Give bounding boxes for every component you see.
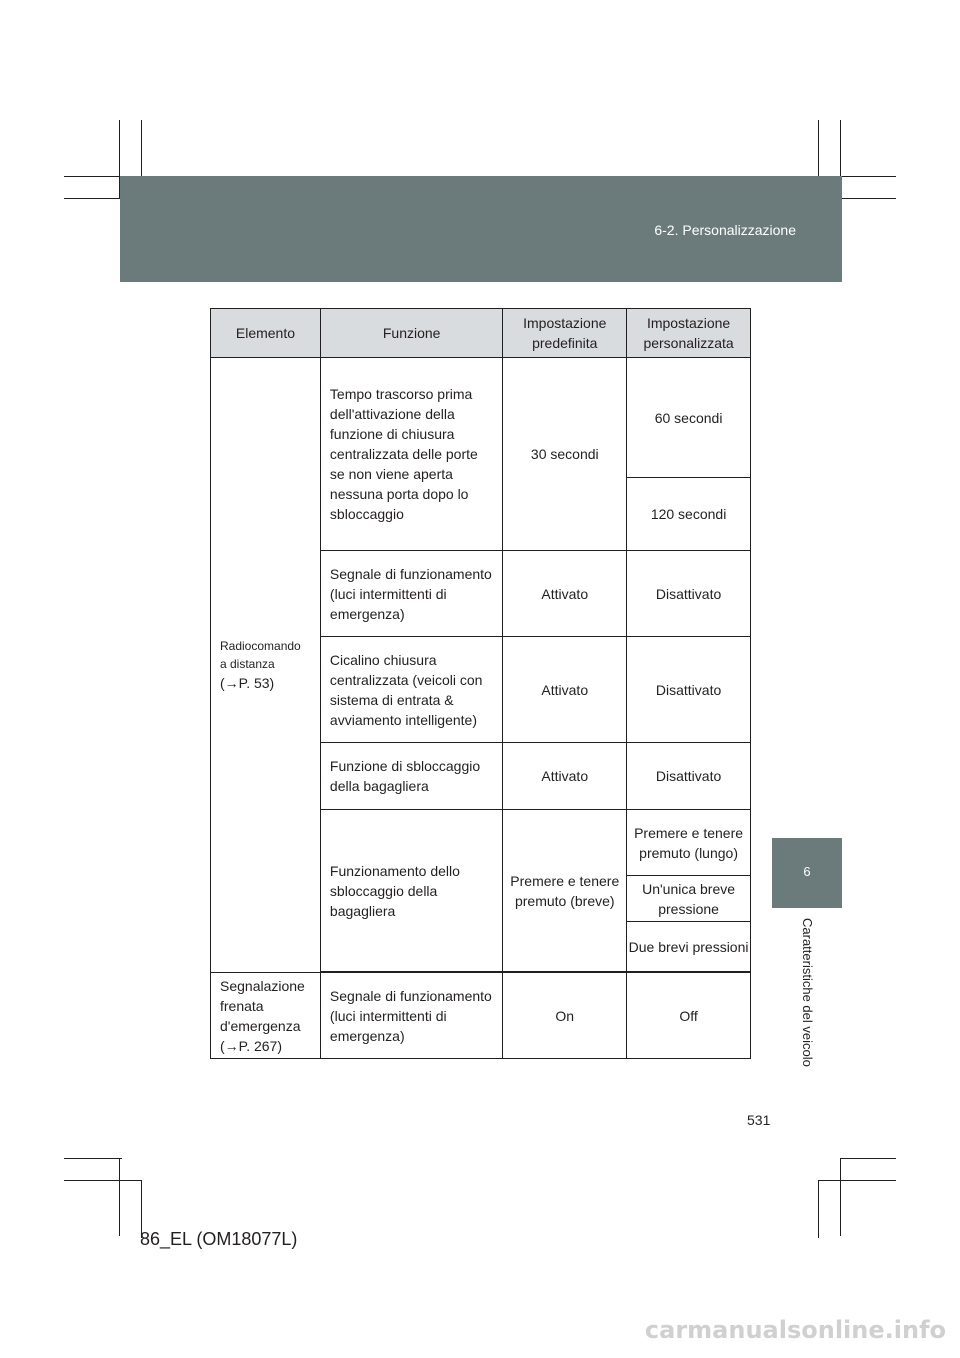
crop-mark (840, 1158, 841, 1236)
element-name: Segnalazione frenata d'emergenza (220, 977, 305, 1034)
page-reference: (→P. 267) (220, 1037, 282, 1054)
custom-cell: Off (627, 973, 751, 1059)
custom-cell: Premere e tenere premuto (lungo) (627, 810, 751, 876)
page-reference: (→P. 53) (220, 675, 275, 691)
header-cell: Impostazione predefinita (503, 309, 627, 358)
function-cell: Cicalino chiusura centralizzata (veicoli con sistema di entrata & avviamento intelligente) (320, 637, 502, 743)
crop-mark (818, 1180, 896, 1181)
element-cell (211, 358, 321, 973)
crop-mark (818, 120, 819, 178)
function-cell: Segnale di funzionamento (luci intermittenti di emergenza) (320, 551, 502, 637)
header-cell: Elemento (211, 309, 321, 358)
crop-mark (64, 198, 122, 199)
custom-cell: Due brevi pressioni (627, 922, 751, 972)
watermark: carmanualsonline.info (644, 1316, 946, 1344)
crop-mark (64, 1180, 142, 1181)
function-cell: Funzionamento dello sbloccaggio della bagagliera (320, 810, 502, 972)
custom-cell: 120 secondi (627, 478, 751, 551)
custom-cell: Disattivato (627, 743, 751, 810)
custom-cell: 60 secondi (627, 358, 751, 478)
default-cell: Attivato (503, 551, 627, 637)
table-row (211, 358, 751, 478)
crop-mark (840, 1158, 896, 1159)
customization-table (210, 308, 751, 1059)
default-cell: 30 secondi (503, 358, 627, 551)
function-cell: Segnale di funzionamento (luci intermittenti di emergenza) (320, 973, 502, 1059)
custom-cell: Un'unica breve pressione (627, 876, 751, 922)
default-cell: Attivato (503, 743, 627, 810)
crop-mark (840, 198, 896, 199)
section-title: 6-2. Personalizzazione (654, 222, 796, 238)
crop-mark (119, 1158, 120, 1236)
page-number: 531 (747, 1112, 771, 1128)
element-cell (211, 973, 321, 1059)
default-cell: On (503, 973, 627, 1059)
default-cell: Premere e tenere premuto (breve) (503, 810, 627, 972)
chapter-tab (772, 838, 842, 908)
function-cell: Tempo trascorso prima dell'attivazione della funzione di chiusura centralizzata delle porte se non viene aperta nessuna porta dopo lo sbloccaggio (320, 358, 502, 551)
crop-mark (818, 1180, 819, 1238)
chapter-label-area (772, 918, 842, 1088)
crop-mark (64, 1158, 122, 1159)
document-code: 86_EL (OM18077L) (140, 1229, 298, 1249)
chapter-number: 6 (803, 864, 811, 879)
element-name-line: a distanza (220, 657, 275, 671)
element-name-line: Radiocomando (220, 639, 301, 653)
function-cell: Funzione di sbloccaggio della bagagliera (320, 743, 502, 810)
header-band (120, 176, 842, 282)
crop-mark (141, 120, 142, 178)
custom-cell: Disattivato (627, 551, 751, 637)
chapter-label: Caratteristiche del veicolo (800, 918, 815, 1067)
default-cell: Attivato (503, 637, 627, 743)
table-header-row (211, 309, 751, 358)
custom-cell: Disattivato (627, 637, 751, 743)
header-cell: Funzione (320, 309, 502, 358)
table-row (211, 973, 751, 1059)
header-cell: Impostazione personalizzata (627, 309, 751, 358)
